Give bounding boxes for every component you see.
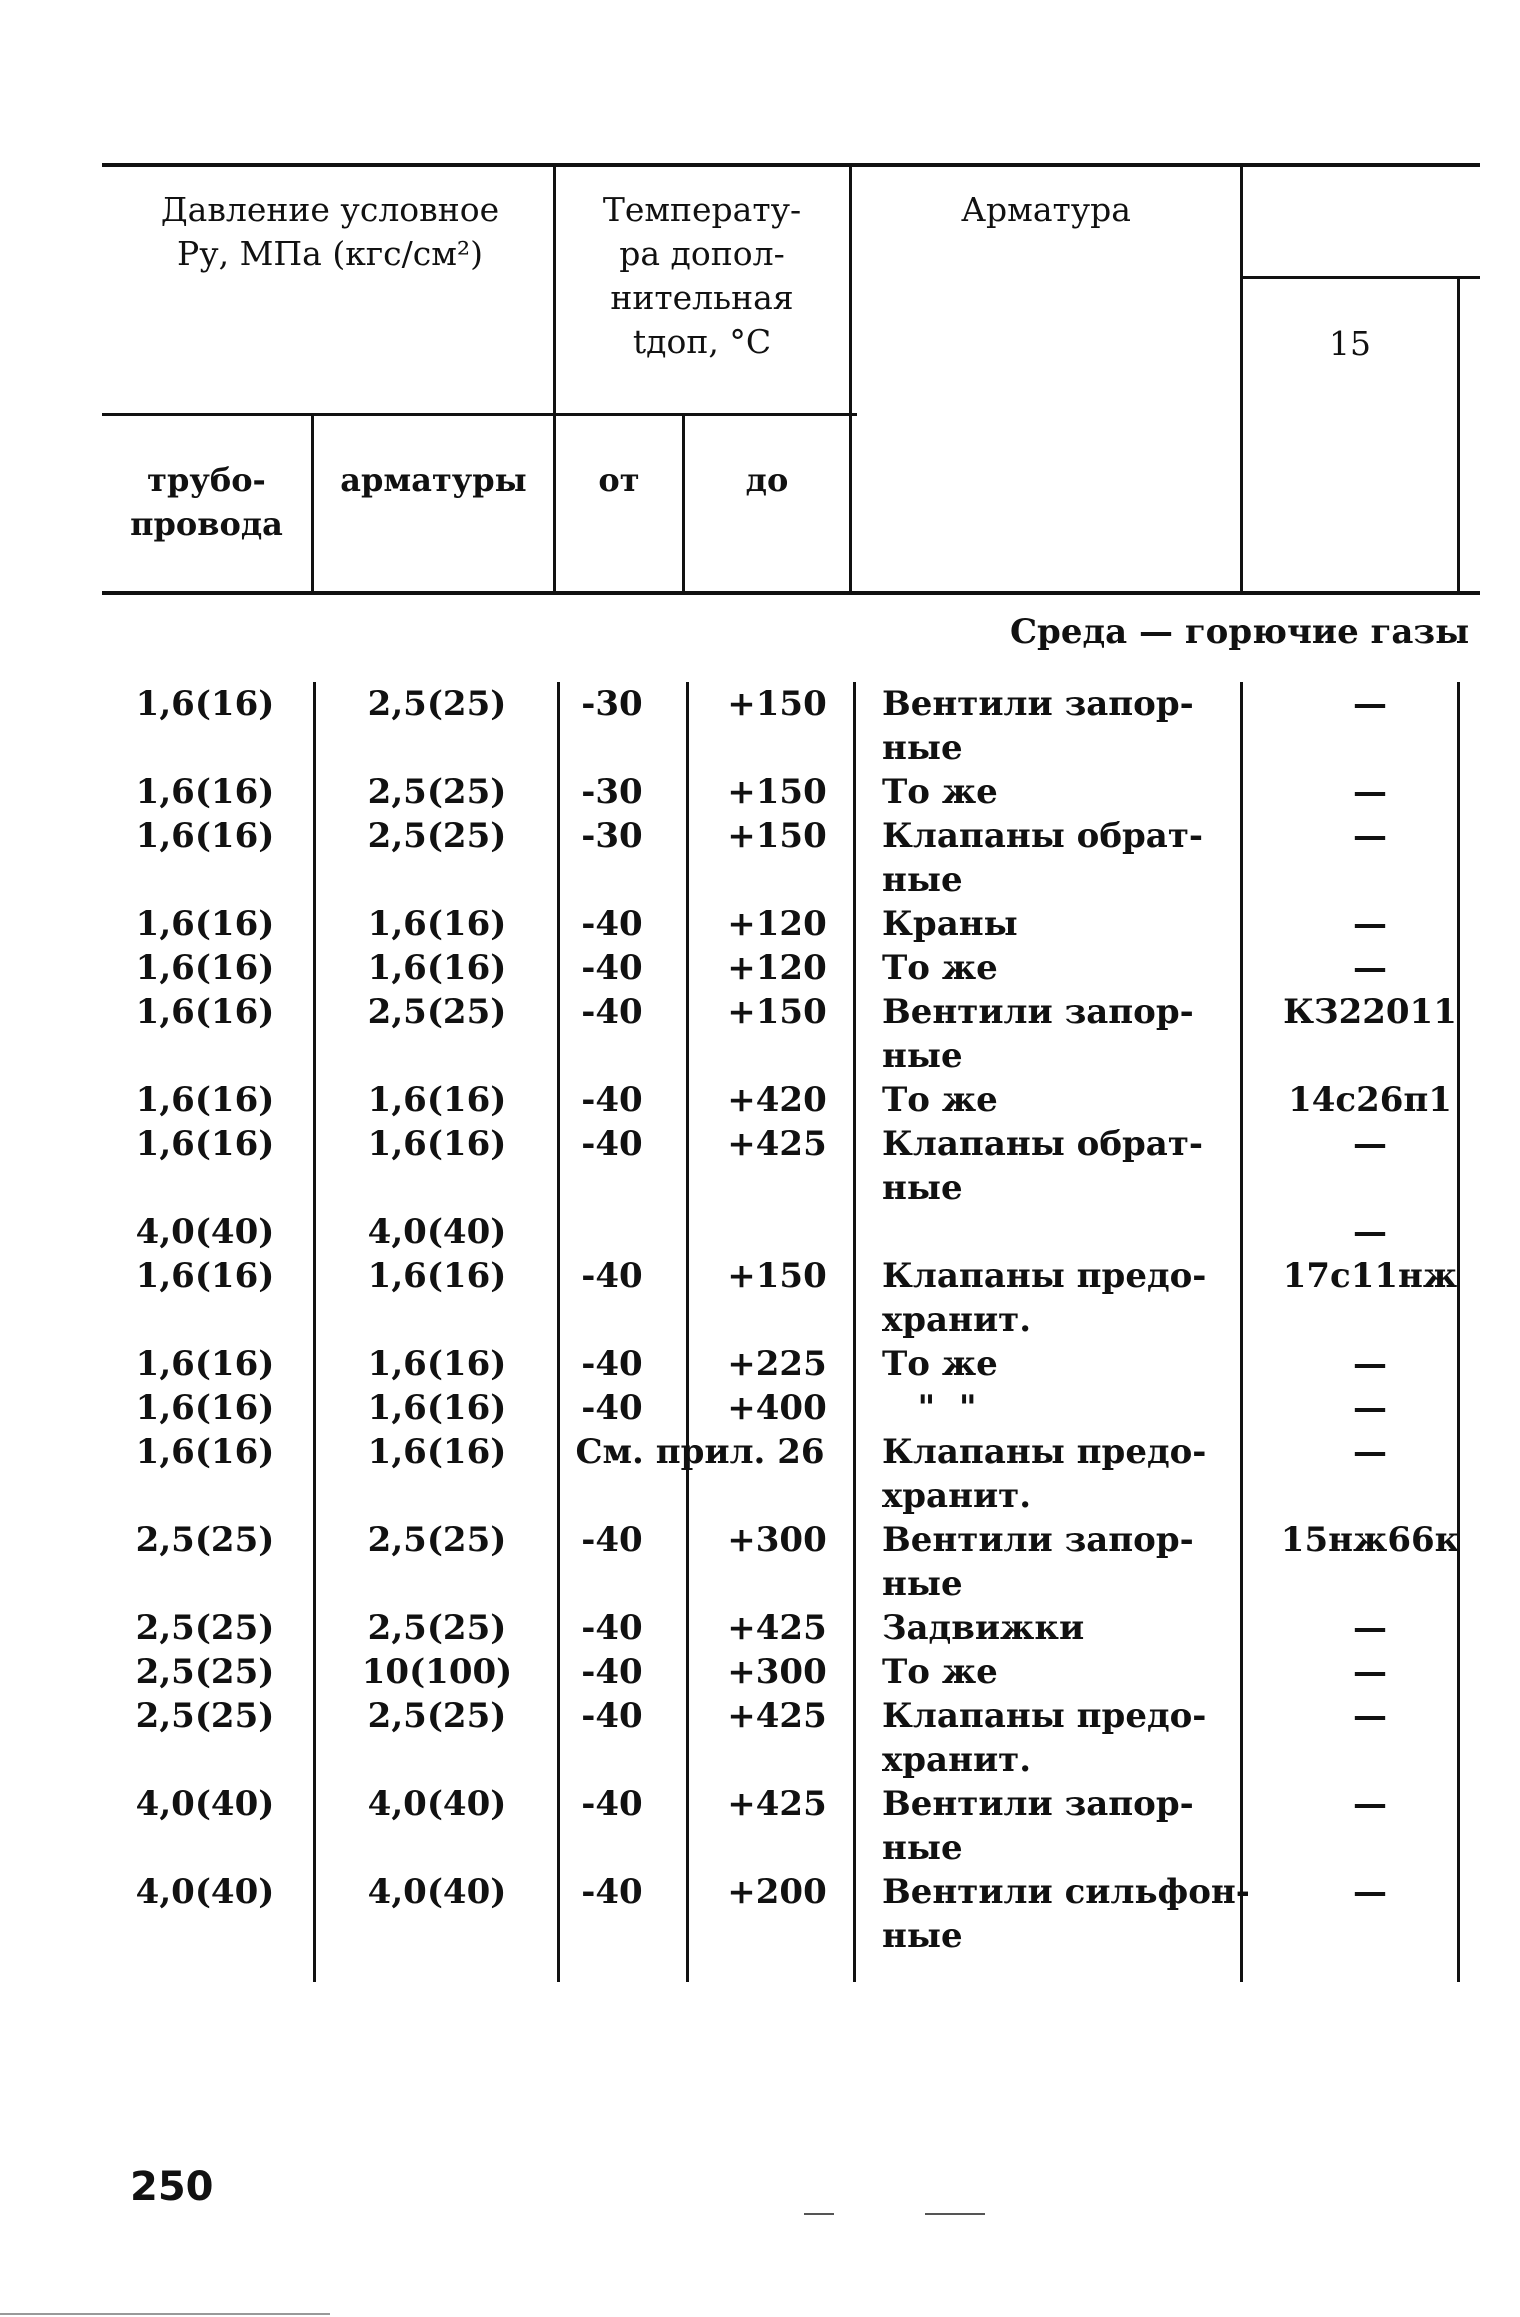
cell-fitting-code: —: [1353, 772, 1387, 812]
cell-temp-to: +425: [727, 1696, 827, 1736]
cell-fitting-pressure: 1,6(16): [367, 1432, 507, 1472]
cell-fitting-pressure: 2,5(25): [367, 1608, 507, 1648]
header-vline-6: [682, 413, 685, 593]
cell-temp-to: +150: [727, 1256, 827, 1296]
cell-fitting-code: —: [1353, 1784, 1387, 1824]
cell-pipeline-pressure: 2,5(25): [135, 1696, 275, 1736]
header-vline-3: [1240, 163, 1243, 593]
cell-fitting-name-cont: ные: [882, 860, 963, 900]
cell-fitting-pressure: 1,6(16): [367, 1124, 507, 1164]
cell-pipeline-pressure: 1,6(16): [135, 1388, 275, 1428]
cell-temp-to: +120: [727, 904, 827, 944]
header-bottom-rule: [102, 591, 1480, 595]
cell-fitting-name: Клапаны предо-: [882, 1696, 1207, 1736]
cell-temp-from: -40: [581, 1256, 643, 1296]
cell-fitting-code: —: [1353, 904, 1387, 944]
cell-fitting-name: То же: [882, 1652, 998, 1692]
cell-temp-from: -40: [581, 1784, 643, 1824]
cell-temp-to: +150: [727, 992, 827, 1032]
header-to-text: до: [745, 461, 789, 499]
cell-pipeline-pressure: 4,0(40): [135, 1212, 275, 1252]
cell-temp-from: -40: [581, 1652, 643, 1692]
cell-fitting-code: КЗ22011: [1283, 992, 1457, 1032]
header-col15-rule: [1242, 276, 1480, 279]
cell-fitting-name: То же: [882, 772, 998, 812]
cell-fitting-name-cont: хранит.: [882, 1740, 1032, 1780]
cell-pipeline-pressure: 1,6(16): [135, 1256, 275, 1296]
cell-temp-to: +425: [727, 1608, 827, 1648]
cell-temp-from: -40: [581, 1080, 643, 1120]
cell-fitting-pressure: 2,5(25): [367, 1696, 507, 1736]
cell-fitting-name: Клапаны обрат-: [882, 1124, 1203, 1164]
cell-fitting-code: —: [1353, 1388, 1387, 1428]
scan-speck: [925, 2213, 985, 2215]
cell-pipeline-pressure: 1,6(16): [135, 772, 275, 812]
cell-temp-to: +120: [727, 948, 827, 988]
header-temperature-line4: tдоп, °С: [632, 322, 772, 361]
cell-temp-from: -40: [581, 1388, 643, 1428]
cell-fitting-name-cont: ные: [882, 1916, 963, 1956]
cell-fitting-code: —: [1353, 1344, 1387, 1384]
cell-fitting-name: То же: [882, 1344, 998, 1384]
cell-temp-from: -30: [581, 772, 643, 812]
cell-fitting-pressure: 10(100): [361, 1652, 513, 1692]
cell-temp-from: См. прил. 26: [575, 1432, 825, 1472]
cell-temp-to: +150: [727, 684, 827, 724]
cell-temp-from: -40: [581, 992, 643, 1032]
cell-temp-from: -40: [581, 904, 643, 944]
header-fittings-text: Арматура: [961, 190, 1131, 229]
table-top-rule: [102, 163, 1480, 167]
cell-fitting-name: Вентили сильфон-: [882, 1872, 1250, 1912]
cell-temp-to: +225: [727, 1344, 827, 1384]
cell-fitting-name: То же: [882, 1080, 998, 1120]
cell-fitting-pressure: 1,6(16): [367, 1256, 507, 1296]
header-pipeline-line1: трубо-: [147, 461, 266, 499]
cell-pipeline-pressure: 2,5(25): [135, 1520, 275, 1560]
cell-pipeline-pressure: 1,6(16): [135, 816, 275, 856]
cell-temp-from: -40: [581, 1696, 643, 1736]
cell-pipeline-pressure: 1,6(16): [135, 684, 275, 724]
cell-fitting-name: " ": [882, 1388, 977, 1428]
cell-fitting-name-cont: ные: [882, 1168, 963, 1208]
cell-fitting-name: Вентили запор-: [882, 1520, 1194, 1560]
body-vline-1: [313, 682, 316, 1982]
cell-fitting-name-cont: хранит.: [882, 1476, 1032, 1516]
cell-temp-to: +425: [727, 1124, 827, 1164]
header-from-text: от: [598, 461, 640, 499]
header-from: [556, 458, 682, 502]
header-pipeline-line2: провода: [130, 505, 283, 543]
cell-temp-to: +200: [727, 1872, 827, 1912]
header-col15: [1243, 322, 1457, 366]
cell-fitting-pressure: 2,5(25): [367, 816, 507, 856]
cell-fitting-name-cont: ные: [882, 1036, 963, 1076]
header-temperature-line3: нительная: [610, 278, 794, 317]
cell-temp-from: -40: [581, 1124, 643, 1164]
cell-pipeline-pressure: 1,6(16): [135, 1432, 275, 1472]
header-pressure-text: Давление условное Ру, МПа (кгс/см²): [160, 190, 500, 273]
header-pressure: [130, 188, 530, 276]
cell-fitting-pressure: 2,5(25): [367, 772, 507, 812]
cell-fitting-pressure: 4,0(40): [367, 1784, 507, 1824]
cell-fitting-pressure: 1,6(16): [367, 1388, 507, 1428]
cell-pipeline-pressure: 1,6(16): [135, 948, 275, 988]
cell-temp-from: -40: [581, 1608, 643, 1648]
cell-fitting-name: Вентили запор-: [882, 684, 1194, 724]
cell-pipeline-pressure: 1,6(16): [135, 904, 275, 944]
cell-temp-to: +300: [727, 1520, 827, 1560]
cell-fitting-pressure: 1,6(16): [367, 1080, 507, 1120]
header-fitting-sub-text: арматуры: [340, 461, 527, 499]
header-to: [685, 458, 849, 502]
header-pipeline: [102, 458, 311, 546]
body-vline-3: [686, 682, 689, 1982]
cell-temp-from: -40: [581, 1520, 643, 1560]
cell-fitting-name-cont: хранит.: [882, 1300, 1032, 1340]
cell-pipeline-pressure: 2,5(25): [135, 1608, 275, 1648]
header-fittings: [852, 188, 1240, 232]
cell-temp-to: +150: [727, 816, 827, 856]
cell-temp-to: +425: [727, 1784, 827, 1824]
cell-fitting-name: Вентили запор-: [882, 992, 1194, 1032]
cell-pipeline-pressure: 1,6(16): [135, 1344, 275, 1384]
cell-pipeline-pressure: 1,6(16): [135, 992, 275, 1032]
scan-speck: [0, 2313, 330, 2315]
cell-fitting-pressure: 2,5(25): [367, 992, 507, 1032]
cell-fitting-pressure: 1,6(16): [367, 948, 507, 988]
header-fitting-sub: [314, 458, 553, 502]
cell-temp-from: -40: [581, 1872, 643, 1912]
cell-fitting-pressure: 1,6(16): [367, 904, 507, 944]
cell-fitting-name: Клапаны предо-: [882, 1256, 1207, 1296]
cell-fitting-name: Краны: [882, 904, 1018, 944]
cell-temp-to: +400: [727, 1388, 827, 1428]
cell-fitting-pressure: 1,6(16): [367, 1344, 507, 1384]
cell-fitting-code: —: [1353, 1212, 1387, 1252]
cell-temp-to: +150: [727, 772, 827, 812]
section-title: Среда — горючие газы: [1010, 612, 1470, 652]
cell-temp-from: -30: [581, 684, 643, 724]
header-vline-5: [311, 413, 314, 593]
cell-fitting-code: —: [1353, 1124, 1387, 1164]
cell-fitting-code: 17с11нж: [1282, 1256, 1458, 1296]
cell-fitting-code: —: [1353, 684, 1387, 724]
cell-temp-from: -40: [581, 948, 643, 988]
page-number: 250: [130, 2164, 214, 2210]
cell-temp-to: +420: [727, 1080, 827, 1120]
cell-temp-from: -40: [581, 1344, 643, 1384]
cell-fitting-code: —: [1353, 948, 1387, 988]
cell-pipeline-pressure: 4,0(40): [135, 1872, 275, 1912]
cell-fitting-pressure: 2,5(25): [367, 1520, 507, 1560]
header-mid-rule: [102, 413, 857, 416]
cell-fitting-pressure: 4,0(40): [367, 1872, 507, 1912]
cell-fitting-name: То же: [882, 948, 998, 988]
cell-fitting-code: —: [1353, 1872, 1387, 1912]
header-temperature-line2: ра допол-: [619, 234, 785, 273]
cell-fitting-name: Вентили запор-: [882, 1784, 1194, 1824]
header-vline-4: [1457, 276, 1460, 593]
cell-fitting-code: 14с26п1: [1288, 1080, 1452, 1120]
cell-pipeline-pressure: 2,5(25): [135, 1652, 275, 1692]
cell-fitting-name-cont: ные: [882, 1828, 963, 1868]
cell-temp-to: +300: [727, 1652, 827, 1692]
cell-fitting-name: Задвижки: [882, 1608, 1085, 1648]
cell-fitting-pressure: 2,5(25): [367, 684, 507, 724]
scan-speck: [804, 2213, 834, 2215]
cell-fitting-code: —: [1353, 1652, 1387, 1692]
cell-pipeline-pressure: 1,6(16): [135, 1080, 275, 1120]
cell-fitting-name-cont: ные: [882, 1564, 963, 1604]
cell-fitting-code: —: [1353, 1696, 1387, 1736]
cell-fitting-pressure: 4,0(40): [367, 1212, 507, 1252]
cell-fitting-code: 15нж66к: [1280, 1520, 1460, 1560]
cell-fitting-code: —: [1353, 1608, 1387, 1648]
header-temperature-line1: Температу-: [602, 190, 802, 229]
header-col15-text: 15: [1329, 324, 1371, 363]
cell-fitting-name: Клапаны обрат-: [882, 816, 1203, 856]
cell-pipeline-pressure: 4,0(40): [135, 1784, 275, 1824]
cell-pipeline-pressure: 1,6(16): [135, 1124, 275, 1164]
cell-fitting-code: —: [1353, 816, 1387, 856]
cell-fitting-name-cont: ные: [882, 728, 963, 768]
cell-fitting-code: —: [1353, 1432, 1387, 1472]
header-temperature: [556, 188, 848, 364]
cell-fitting-name: Клапаны предо-: [882, 1432, 1207, 1472]
cell-temp-from: -30: [581, 816, 643, 856]
